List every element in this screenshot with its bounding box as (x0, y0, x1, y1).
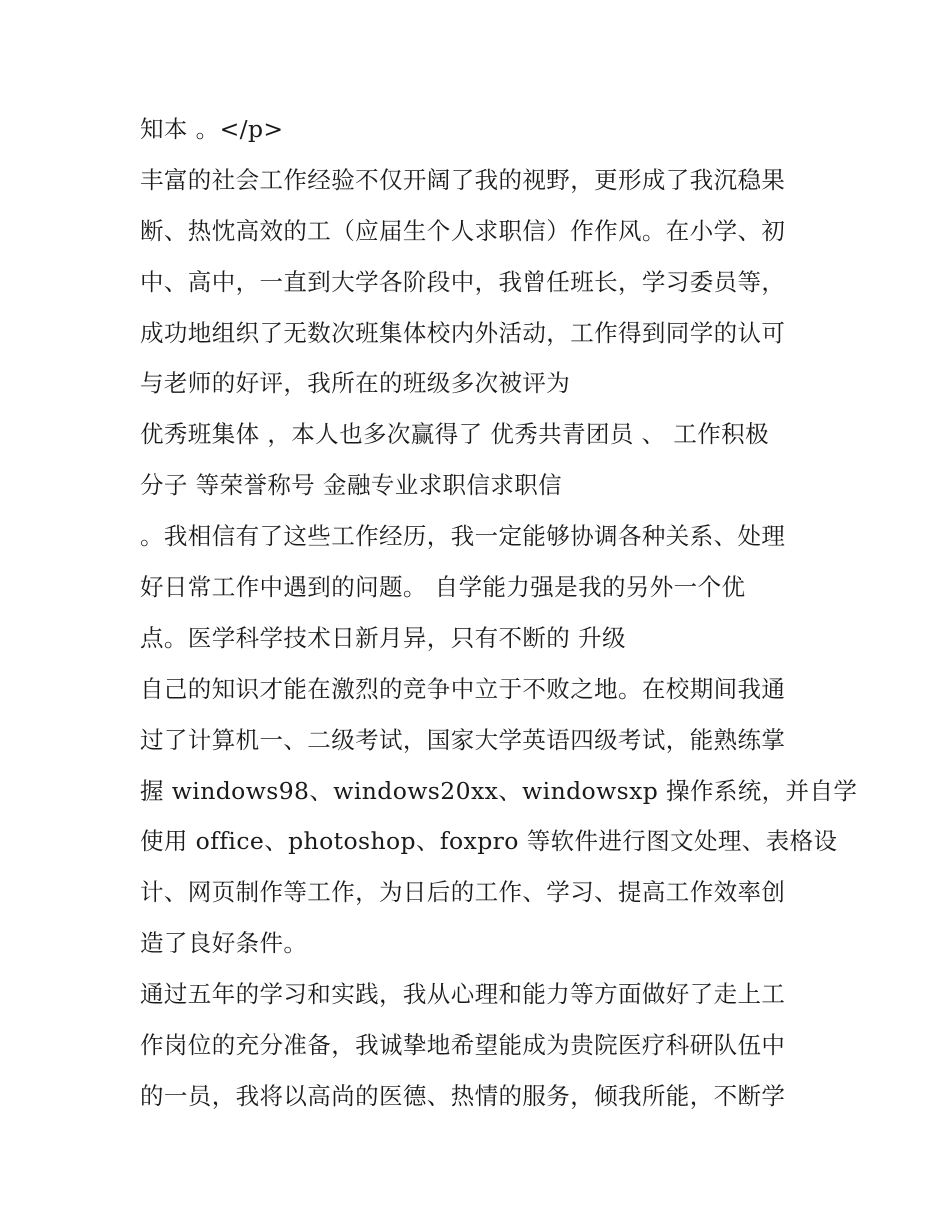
letter-body (140, 104, 858, 1122)
text-line: 握 windows98、windows20xx、windowsxp 操作系统，并自学 (140, 776, 858, 805)
text-line: 作岗位的充分准备，我诚挚地希望能成为贵院医疗科研队伍中 (140, 1031, 786, 1060)
text-line: 过了计算机一、二级考试，国家大学英语四级考试，能熟练掌 (140, 725, 786, 754)
text-line: 使用 office、photoshop、foxpro 等软件进行图文处理、表格设 (140, 827, 838, 856)
text-line: 中、高中，一直到大学各阶段中，我曾任班长，学习委员等， (140, 267, 786, 296)
text-line: 成功地组织了无数次班集体校内外活动，工作得到同学的认可 (140, 318, 786, 347)
text-line: 断、热忱高效的工（应届生个人求职信）作作风。在小学、初 (140, 216, 786, 245)
text-line: 丰富的社会工作经验不仅开阔了我的视野，更形成了我沉稳果 (140, 165, 786, 194)
text-line: 知本 。</p> (140, 115, 284, 143)
text-line: 分子 等荣誉称号 金融专业求职信求职信 (140, 471, 563, 500)
text-line: 自己的知识才能在激烈的竞争中立于不败之地。在校期间我通 (140, 674, 786, 703)
text-line: 造了良好条件。 (140, 929, 308, 958)
text-line: 通过五年的学习和实践，我从心理和能力等方面做好了走上工 (140, 980, 786, 1009)
text-line: 优秀班集体 ，本人也多次赢得了 优秀共青团员 、 工作积极 (140, 420, 769, 449)
text-line: 。我相信有了这些工作经历，我一定能够协调各种关系、处理 (140, 522, 786, 551)
text-line: 点。医学科学技术日新月异，只有不断的 升级 (140, 623, 626, 652)
text-line: 与老师的好评，我所在的班级多次被评为 (140, 369, 571, 398)
text-line: 好日常工作中遇到的问题。 自学能力强是我的另外一个优 (140, 573, 746, 602)
text-line: 计、网页制作等工作，为日后的工作、学习、提高工作效率创 (140, 878, 786, 907)
text-line: 的一员，我将以高尚的医德、热情的服务，倾我所能，不断学 (140, 1081, 786, 1110)
